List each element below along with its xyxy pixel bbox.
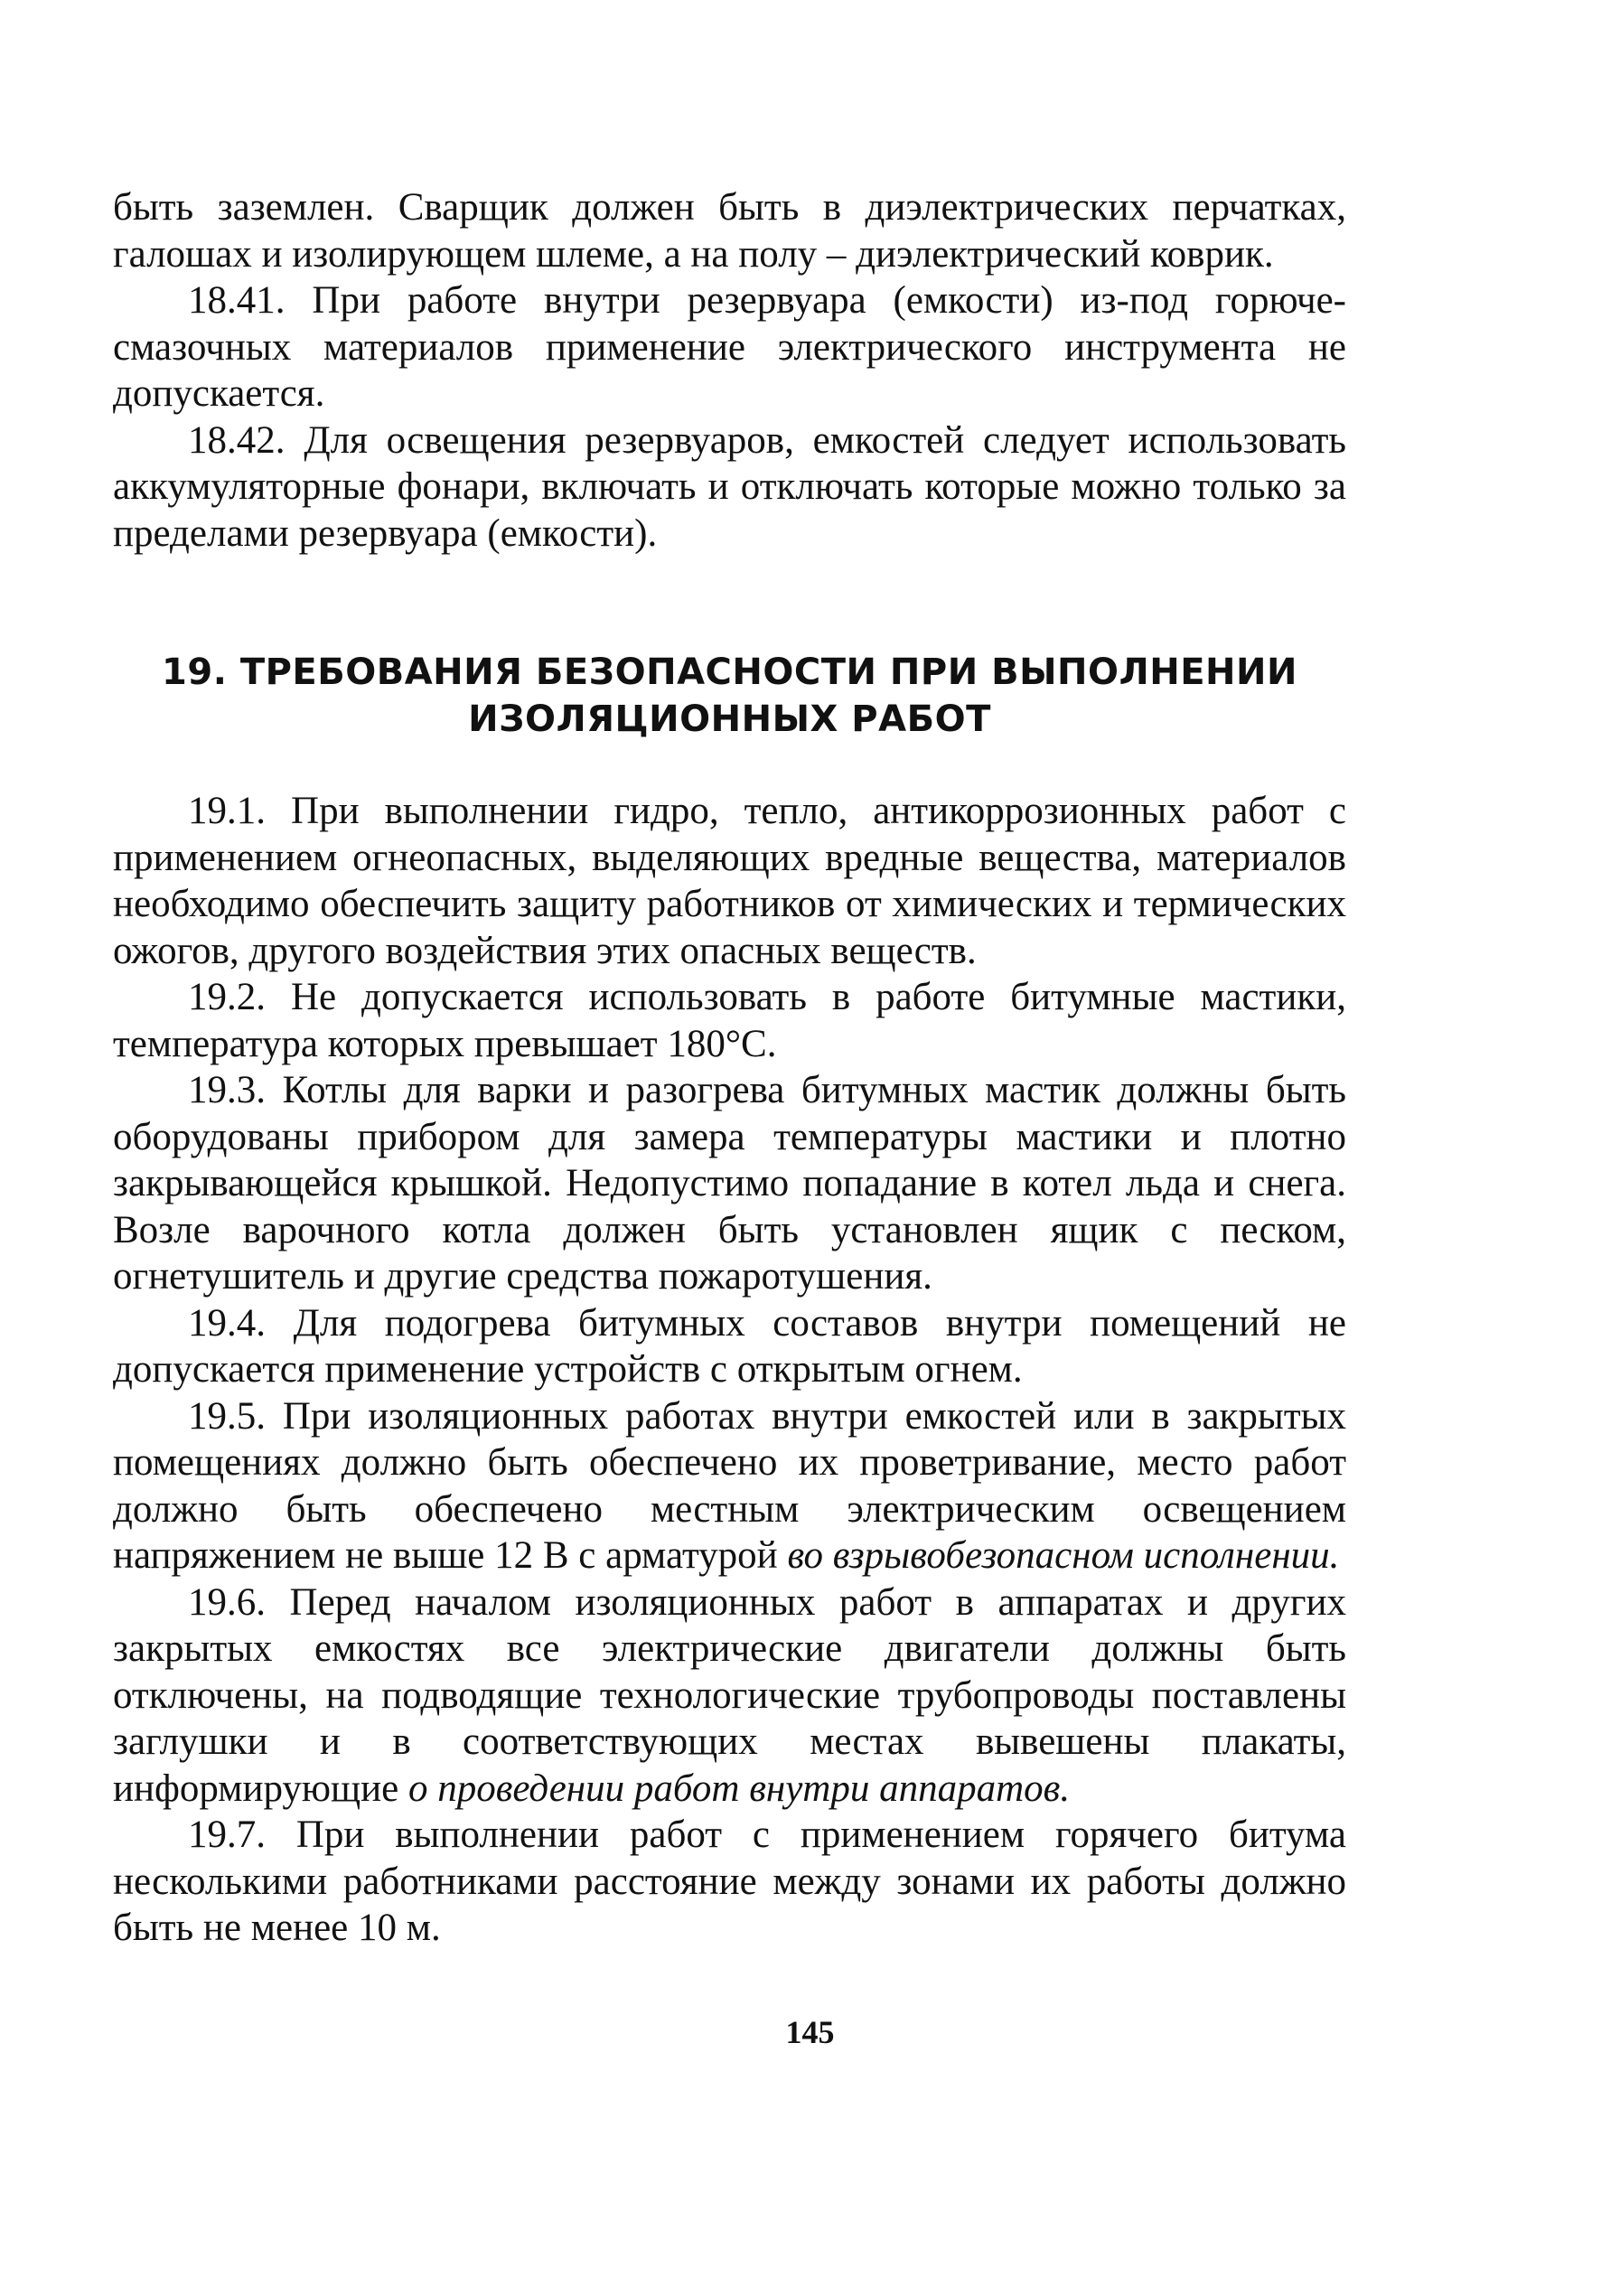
item-number: 19.2. [188,976,266,1018]
item-text: При изоляционных работах внутри емкостей или в закрытых помещениях должно быть обеспечено их проветривание, место работ должно быть обеспечено местным электрическим освещением напряжением не выше 12 В с арматурой [113,1394,1347,1577]
paragraph-19-4 [113,1300,1346,1393]
paragraph-18-42 [113,417,1346,558]
paragraph-19-5 [113,1393,1346,1579]
item-text: При работе внутри резервуара (емкости) из-под горюче-смазочных материалов применение электрического инструмента не допускается. [113,279,1346,415]
item-text-italic: во взрывобезопасном исполнении. [787,1534,1340,1577]
section-heading-line-2: ИЗОЛЯЦИОННЫХ РАБОТ [468,698,991,740]
section-18-continuation [113,184,1346,557]
paragraph-19-6 [113,1579,1346,1813]
item-text: При выполнении гидро, тепло, антикоррозионных работ с применением огнеопасных, выделяющих вредные вещества, материалов необходимо обеспечить защиту работников от химических и термических ожогов, другого воздействия этих опасных веществ. [113,790,1347,972]
section-19-body [113,788,1346,1952]
item-number: 18.41. [188,279,286,322]
item-number: 19.7. [188,1813,266,1856]
item-number: 19.1. [188,790,266,832]
item-text: Перед началом изоляционных работ в аппаратах и других закрытых емкостях все электрические двигатели должны быть отключены, на подводящие технологические трубопроводы поставлены заглушки и в соответствующих местах вывешены плакаты, информирующие [113,1580,1347,1810]
paragraph-19-3 [113,1067,1346,1300]
item-text: Для освещения резервуаров, емкостей следует использовать аккумуляторные фонари, включать и отключать которые можно только за пределами резервуара (емкости). [113,418,1347,555]
paragraph-19-1 [113,788,1346,974]
section-heading [113,649,1346,743]
item-text: Для подогрева битумных составов внутри помещений не допускается применение устройств с открытым огнем. [113,1301,1346,1391]
page-number: 145 [785,2014,835,2050]
item-text-italic: о проведении работ внутри аппаратов. [407,1767,1071,1810]
item-number: 19.3. [188,1069,266,1111]
item-number: 19.5. [188,1394,266,1438]
paragraph-continuation: быть заземлен. Сварщик должен быть в диэлектрических перчатках, галошах и изолирующем шлеме, а на полу – диэлектрический коврик. [113,186,1346,276]
paragraph-18-41 [113,277,1346,417]
section-heading-line-1: 19. ТРЕБОВАНИЯ БЕЗОПАСНОСТИ ПРИ ВЫПОЛНЕНИИ [162,651,1297,693]
item-number: 19.4. [188,1301,266,1345]
paragraph-19-2 [113,974,1346,1067]
item-text: Не допускается использовать в работе битумные мастики, температура которых превышает 180°С. [113,976,1347,1065]
paragraph-19-7 [113,1812,1346,1952]
item-text: Котлы для варки и разогрева битумных мастик должны быть оборудованы прибором для замера температуры мастики и плотно закрывающейся крышкой. Недопустимо попадание в котел льда и снега. Возле варочного котла должен быть установлен ящик с песком, огнетушитель и другие средства пожаротушения. [113,1069,1347,1298]
item-number: 19.6. [188,1580,266,1624]
item-number: 18.42. [188,418,286,462]
item-text: При выполнении работ с применением горячего битума несколькими работниками расстояние между зонами их работы должно быть не менее 10 м. [113,1813,1346,1949]
